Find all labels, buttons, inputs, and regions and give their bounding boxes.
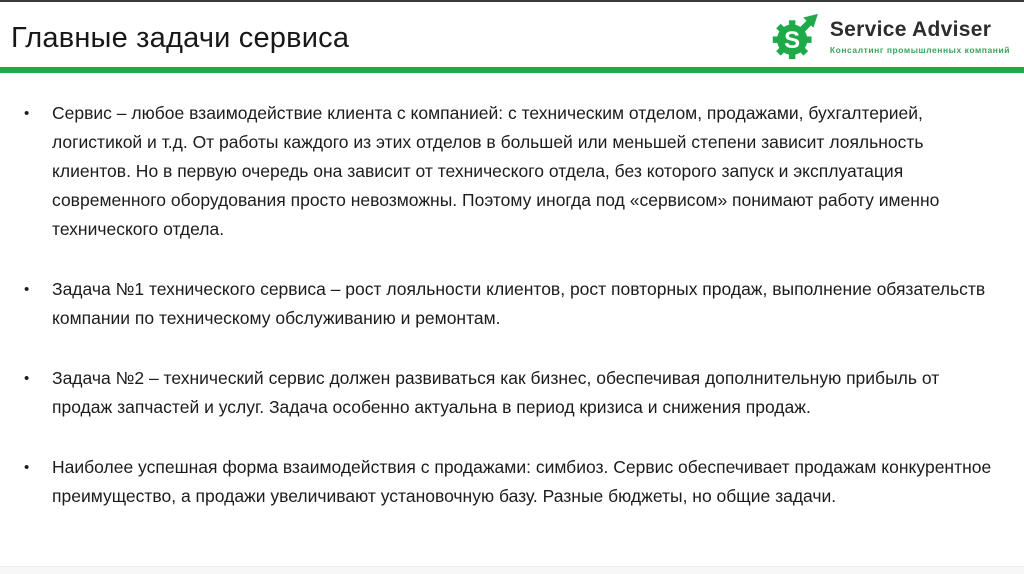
svg-text:S: S bbox=[784, 27, 801, 54]
page-title: Главные задачи сервиса bbox=[11, 22, 350, 54]
brand-text bbox=[830, 18, 1010, 55]
gear-icon bbox=[767, 12, 821, 60]
bullet-text: Наиболее успешная форма взаимодействия с продажами: симбиоз. Сервис обеспечивает продажам конкурентное преимущество, а продажи увеличивают установочную базу. Разные бюджеты, но общие задачи. bbox=[52, 457, 992, 506]
bullet-marker: • bbox=[24, 281, 30, 298]
bullet-list bbox=[0, 73, 1024, 511]
bullet-item bbox=[21, 453, 994, 511]
brand-name: Service Adviser bbox=[829, 17, 992, 41]
bullet-marker: • bbox=[24, 370, 30, 387]
bullet-text: Задача №1 технического сервиса – рост лояльности клиентов, рост повторных продаж, выполнение обязательств компании по техническому обслуживанию и ремонтам. bbox=[52, 279, 986, 328]
bullet-item bbox=[21, 364, 994, 422]
bullet-marker: • bbox=[24, 105, 30, 122]
bullet-item bbox=[21, 275, 994, 333]
bullet-marker: • bbox=[24, 459, 30, 476]
bullet-text: Задача №2 – технический сервис должен развиваться как бизнес, обеспечивая дополнительную прибыль от продаж запчастей и услуг. Задача особенно актуальна в период кризиса и снижения продаж. bbox=[52, 368, 940, 417]
bullet-text: Сервис – любое взаимодействие клиента с компанией: с техническим отделом, продажами, бухгалтерией, логистикой и т.д. От работы каждого из этих отделов в большей или меньшей степени зависит лояльность клиентов. Но в первую очередь она зависит от технического отдела, без которого запуск и эксплуатация современного оборудования просто невозможны. Поэтому иногда под «сервисом» понимают работу именно технического отдела. bbox=[52, 103, 940, 239]
brand-logo bbox=[767, 12, 1010, 60]
bullet-item bbox=[21, 99, 994, 244]
brand-tagline: Консалтинг промышленных компаний bbox=[829, 44, 1010, 55]
header bbox=[0, 0, 1024, 67]
bottom-strip bbox=[0, 566, 1024, 574]
